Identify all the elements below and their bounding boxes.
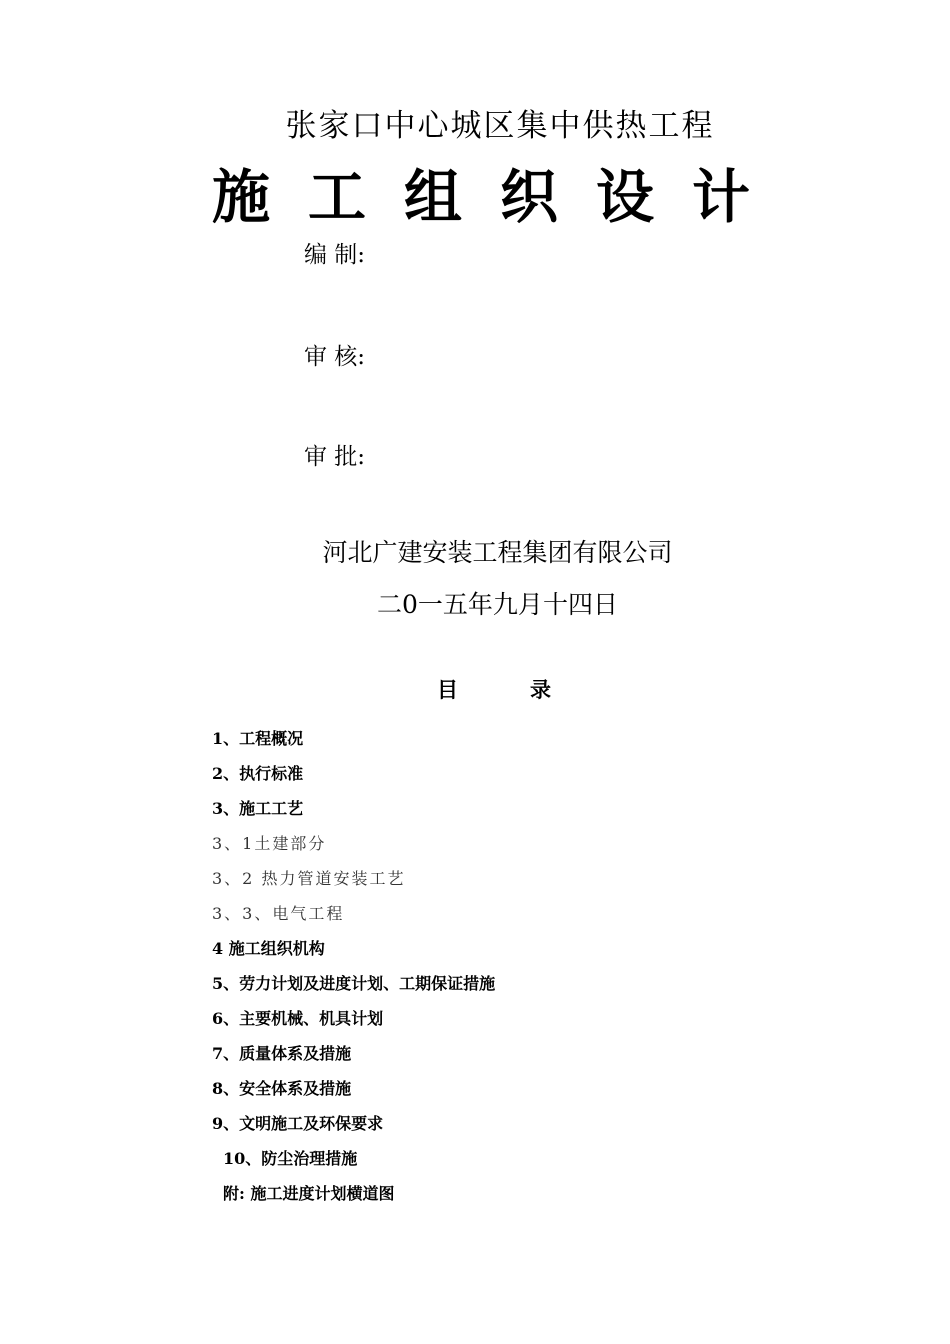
toc-item: 8、安全体系及措施 [212, 1079, 352, 1098]
project-name: 张家口中心城区集中供热工程 [285, 108, 715, 144]
toc-item: 3、3、电气工程 [212, 904, 345, 923]
toc-item: 10、防尘治理措施 [223, 1149, 358, 1168]
document-title: 施工组织设计 [212, 163, 789, 231]
toc-item: 2、执行标准 [212, 764, 304, 783]
company-name: 河北广建安装工程集团有限公司 [322, 538, 673, 567]
sign-review-label: 审 核: [304, 344, 366, 370]
toc-item: 3、1土建部分 [212, 834, 327, 853]
toc-item: 3、2 热力管道安装工艺 [212, 869, 406, 888]
toc-item: 1、工程概况 [212, 729, 304, 748]
toc-heading: 目录 [437, 678, 623, 702]
sign-compile-label: 编 制: [304, 242, 366, 268]
toc-item: 4 施工组织机构 [212, 939, 325, 958]
document-date: 二0一五年九月十四日 [377, 590, 618, 619]
sign-approve-label: 审 批: [304, 444, 366, 470]
toc-item: 3、施工工艺 [212, 799, 304, 818]
toc-item: 9、文明施工及环保要求 [212, 1114, 384, 1133]
toc-item: 6、主要机械、机具计划 [212, 1009, 384, 1028]
toc-item: 7、质量体系及措施 [212, 1044, 352, 1063]
toc-item: 附: 施工进度计划横道图 [223, 1184, 395, 1203]
toc-item: 5、劳力计划及进度计划、工期保证措施 [212, 974, 496, 993]
